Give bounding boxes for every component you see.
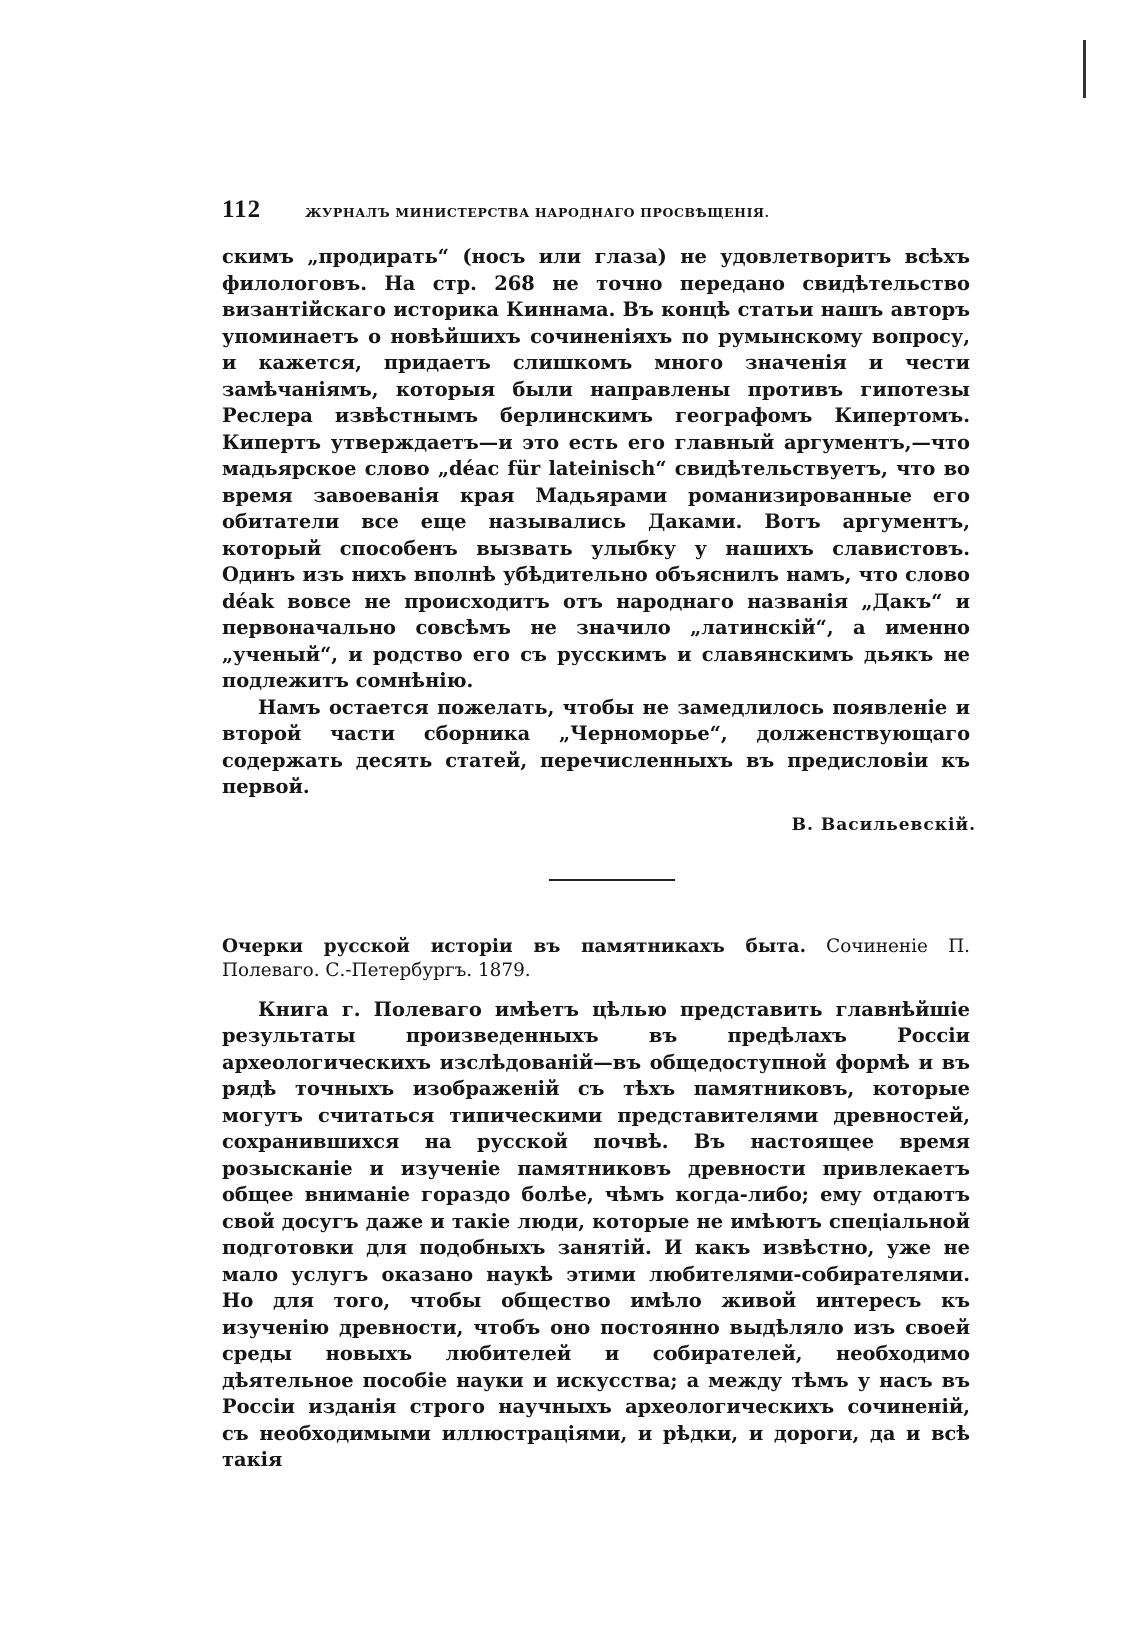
paragraph-continued: скимъ „продирать“ (носъ или глаза) не удовлетворитъ всѣхъ филологовъ. На стр. 268 не точно передано свидѣтельство византійскаго историка Киннама. Въ концѣ статьи нашъ авторъ упоминаетъ о новѣйшихъ сочиненіяхъ по румынскому вопросу, и кажется, придаетъ слишкомъ много значенія и чести замѣчаніямъ, которыя были направлены противъ гипотезы Реслера извѣстнымъ берлинскимъ географомъ Кипертомъ. Кипертъ утверждаетъ—и это есть его главный аргументъ,—что мадьярское слово „déac für lateinisch“ свидѣтельствуетъ, что во время завоеванія края Мадьярами романизированные его обитатели все еще назывались Даками. Вотъ аргументъ, который способенъ вызвать улыбку у нашихъ славистовъ. Одинъ изъ нихъ вполнѣ убѣдительно объяснилъ намъ, что слово déak вовсе не происходитъ отъ народнаго названія „Дакъ“ и первоначально совсѣмъ не значило „латинскій“, а именно „ученый“, и родство его съ русскимъ и славянскимъ дьякъ не подлежитъ сомнѣнію. <box>222 245 970 692</box>
page-header <box>222 196 970 230</box>
page-number: 112 <box>222 196 262 223</box>
article-text <box>222 244 970 801</box>
review-paragraph: Книга г. Полеваго имѣетъ цѣлью представить главнѣйшіе результаты произведенныхъ въ предѣлахъ Россіи археологическихъ изслѣдованій—въ общедоступной формѣ и въ рядѣ точныхъ изображеній съ тѣхъ памятниковъ, которые могутъ считаться типическими представителями древностей, сохранившихся на русской почвѣ. Въ настоящее время розысканіе и изученіе памятниковъ древности привлекаетъ общее вниманіе гораздо болѣе, чѣмъ когда-либо; ему отдаютъ свой досугъ даже и такіе люди, которые не имѣютъ спеціальной подготовки для подобныхъ занятій. И какъ извѣстно, уже не мало услугъ оказано наукѣ этими любителями-собирателями. Но для того, чтобы общество имѣло живой интересъ къ изученію древности, чтобъ оно постоянно выдѣляло изъ своей среды новыхъ любителей и собирателей, необходимо дѣятельное пособіе науки и искусства; а между тѣмъ у насъ въ Россіи изданія строго научныхъ археологическихъ сочиненій, съ необходимыми иллюстраціями, и рѣдки, и дороги, да и всѣ такія <box>222 997 970 1471</box>
review-text <box>222 997 970 1474</box>
review-work-title: Очерки русской исторіи въ памятникахъ быта. <box>222 935 806 957</box>
author-signature: В. Васильевскій. <box>791 814 976 835</box>
review-heading <box>222 935 970 983</box>
running-title: ЖУРНАЛЪ МИНИСТЕРСТВА НАРОДНАГО ПРОСВѢЩЕНІЯ. <box>305 205 770 220</box>
paragraph-closing: Намъ остается пожелать, чтобы не замедлилось появленіе и второй части сборника „Черноморье“, долженствующаго содержать десять статей, перечисленныхъ въ предисловіи къ первой. <box>222 695 970 798</box>
document-page <box>222 196 976 1474</box>
section-divider <box>549 879 675 881</box>
review-work-details: Сочиненіе П. Полеваго. С.-Петербургъ. 1879. <box>222 935 970 981</box>
margin-mark <box>1083 40 1086 98</box>
